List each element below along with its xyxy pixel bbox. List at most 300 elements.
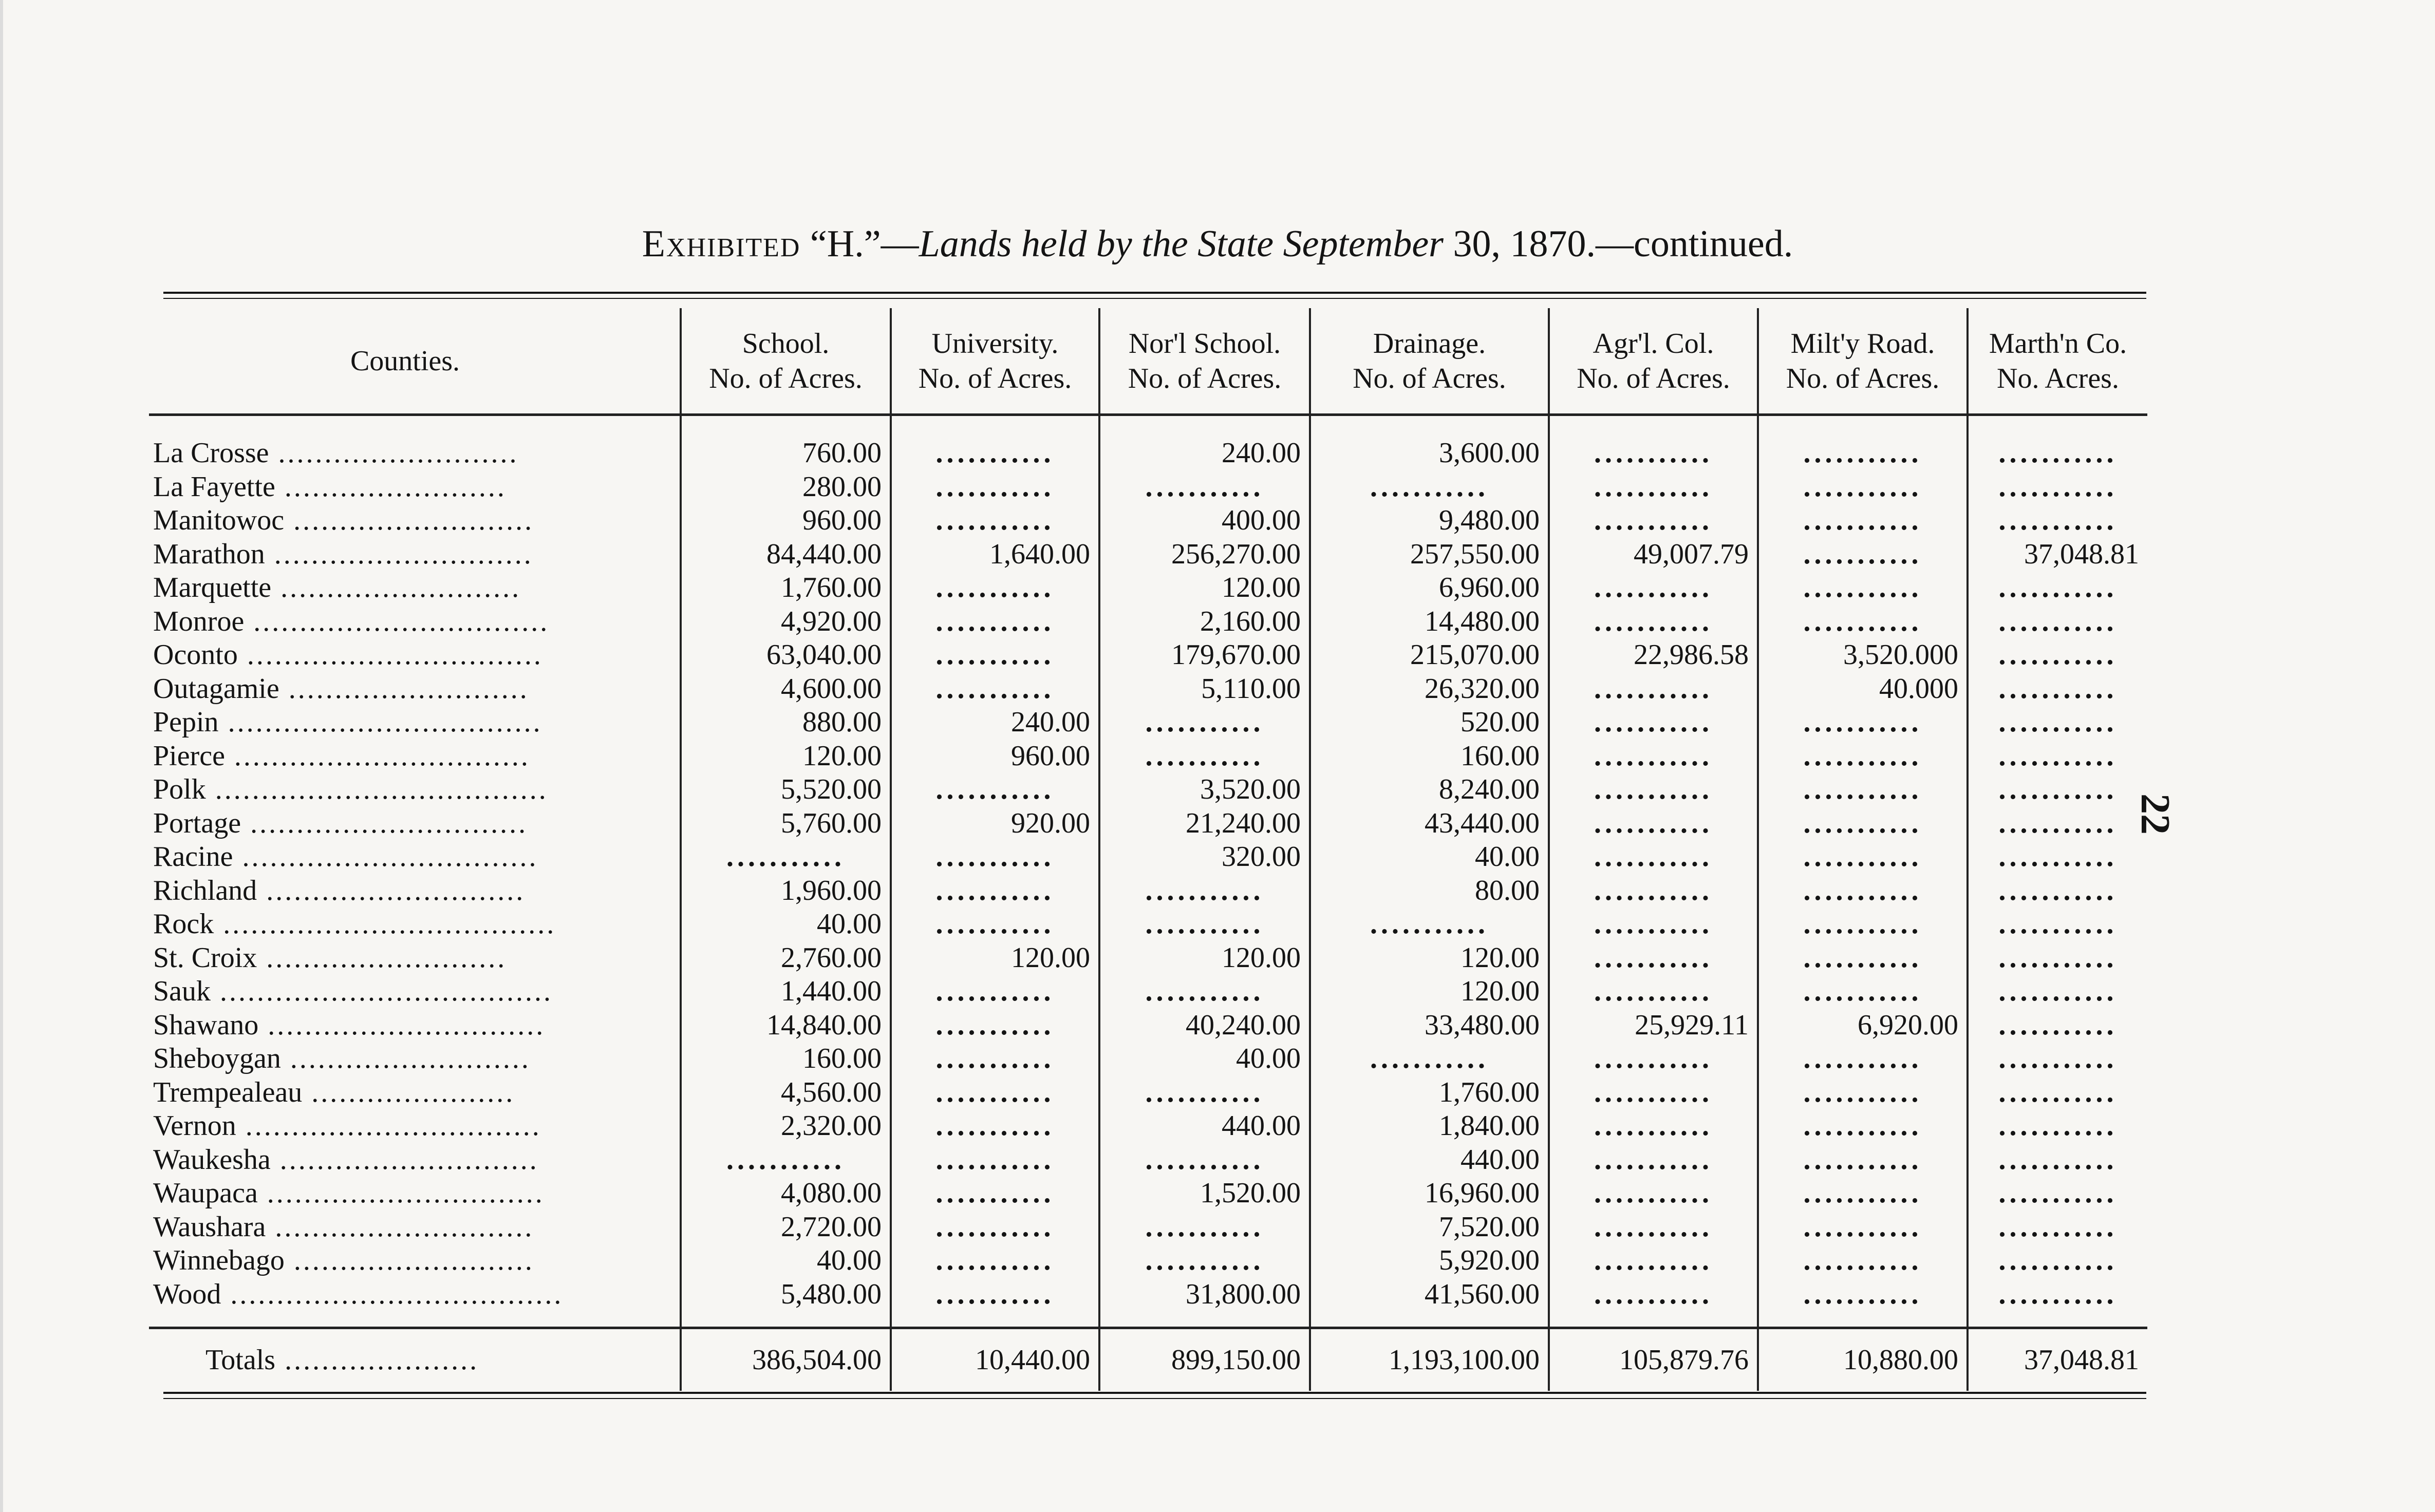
county-cell <box>149 807 681 841</box>
totals-row <box>149 1328 2147 1391</box>
header-normal-school-bottom: No. of Acres. <box>1128 362 1282 394</box>
leader-dots: .................................... <box>221 1278 564 1310</box>
empty-dots-cell: ........... <box>891 672 1099 706</box>
total-drainage: 1,193,100.00 <box>1310 1328 1549 1391</box>
cell-school: 1,960.00 <box>681 874 891 908</box>
table-row <box>149 807 2147 841</box>
empty-dots-cell: ........... <box>681 840 891 874</box>
county-name: Waukesha <box>153 1143 271 1176</box>
totals-label: Totals <box>205 1344 276 1376</box>
empty-dots-cell: ........... <box>1549 840 1758 874</box>
header-military-road-bottom: No. of Acres. <box>1786 362 1940 394</box>
empty-dots-cell: ........... <box>891 1244 1099 1278</box>
cell-normal-school: 1,520.00 <box>1099 1177 1310 1211</box>
empty-dots-cell: ........... <box>1758 941 1968 975</box>
empty-dots-cell: ........... <box>1968 908 2147 941</box>
empty-dots-cell: ........... <box>1758 740 1968 773</box>
leader-dots: ............................ <box>257 874 526 906</box>
table-row <box>149 773 2147 807</box>
empty-dots-cell: ........... <box>1968 706 2147 740</box>
cell-school: 63,040.00 <box>681 638 891 672</box>
empty-dots-cell: ........... <box>1549 773 1758 807</box>
county-name: St. Croix <box>153 941 257 974</box>
table-row <box>149 706 2147 740</box>
county-cell <box>149 1278 681 1328</box>
total-school: 386,504.00 <box>681 1328 891 1391</box>
header-agricultural-college <box>1549 308 1758 415</box>
cell-school: 960.00 <box>681 504 891 538</box>
leader-dots: .......................... <box>279 672 529 705</box>
county-name: Richland <box>153 874 257 906</box>
cell-normal-school: 179,670.00 <box>1099 638 1310 672</box>
cell-normal-school: 400.00 <box>1099 504 1310 538</box>
cell-military-road: 3,520.000 <box>1758 638 1968 672</box>
header-row <box>149 308 2147 415</box>
leader-dots: .......................... <box>271 572 521 603</box>
empty-dots-cell: ........... <box>1549 415 1758 470</box>
empty-dots-cell: ........... <box>1968 1076 2147 1110</box>
empty-dots-cell: ........... <box>1968 470 2147 504</box>
county-cell <box>149 1143 681 1177</box>
empty-dots-cell: ........... <box>1968 773 2147 807</box>
empty-dots-cell: ........... <box>1758 1109 1968 1143</box>
cell-normal-school: 320.00 <box>1099 840 1310 874</box>
empty-dots-cell: ........... <box>1758 807 1968 841</box>
cell-drainage: 8,240.00 <box>1310 773 1549 807</box>
county-cell <box>149 638 681 672</box>
cell-normal-school: 240.00 <box>1099 415 1310 470</box>
cell-school: 4,080.00 <box>681 1177 891 1211</box>
empty-dots-cell: ........... <box>1310 1042 1549 1076</box>
empty-dots-cell: ........... <box>1310 470 1549 504</box>
table-row <box>149 504 2147 538</box>
cell-drainage: 9,480.00 <box>1310 504 1549 538</box>
empty-dots-cell: ........... <box>1549 1177 1758 1211</box>
cell-normal-school: 256,270.00 <box>1099 538 1310 572</box>
header-university-top: University. <box>931 327 1059 360</box>
table-row <box>149 1076 2147 1110</box>
leader-dots: ...................... <box>302 1076 515 1108</box>
empty-dots-cell: ........... <box>1549 1109 1758 1143</box>
county-name: Pierce <box>153 740 225 772</box>
empty-dots-cell: ........... <box>1099 470 1310 504</box>
cell-drainage: 1,840.00 <box>1310 1109 1549 1143</box>
county-cell <box>149 840 681 874</box>
page-title <box>0 218 2435 270</box>
cell-normal-school: 40,240.00 <box>1099 1009 1310 1043</box>
empty-dots-cell: ........... <box>891 908 1099 941</box>
cell-drainage: 26,320.00 <box>1310 672 1549 706</box>
empty-dots-cell: ........... <box>1968 504 2147 538</box>
cell-drainage: 257,550.00 <box>1310 538 1549 572</box>
empty-dots-cell: ........... <box>1968 1109 2147 1143</box>
header-normal-school-top: Nor'l School. <box>1128 327 1281 360</box>
table-row <box>149 470 2147 504</box>
table-row <box>149 1109 2147 1143</box>
title-date: 30, 1870. <box>1453 223 1596 265</box>
table-row <box>149 571 2147 605</box>
cell-normal-school: 3,520.00 <box>1099 773 1310 807</box>
leader-dots: ............................ <box>270 1143 539 1176</box>
lands-table-wrap <box>149 308 2147 1391</box>
empty-dots-cell: ........... <box>1099 1076 1310 1110</box>
empty-dots-cell: ........... <box>1758 975 1968 1009</box>
cell-drainage: 43,440.00 <box>1310 807 1549 841</box>
county-cell <box>149 415 681 470</box>
total-normal-school: 899,150.00 <box>1099 1328 1310 1391</box>
cell-school: 760.00 <box>681 415 891 470</box>
bottom-rule-thin <box>163 1398 2146 1399</box>
leader-dots: ............................ <box>265 538 533 570</box>
county-cell <box>149 1109 681 1143</box>
leader-dots: .................................. <box>218 706 542 738</box>
leader-dots: ................................ <box>224 740 530 772</box>
empty-dots-cell: ........... <box>1758 773 1968 807</box>
cell-drainage: 33,480.00 <box>1310 1009 1549 1043</box>
county-name: Marathon <box>153 538 265 570</box>
empty-dots-cell: ........... <box>1968 975 2147 1009</box>
cell-drainage: 40.00 <box>1310 840 1549 874</box>
empty-dots-cell: ........... <box>1549 1143 1758 1177</box>
empty-dots-cell: ........... <box>1968 1278 2147 1328</box>
cell-school: 5,480.00 <box>681 1278 891 1328</box>
header-drainage-bottom: No. of Acres. <box>1353 362 1506 394</box>
empty-dots-cell: ........... <box>1099 1244 1310 1278</box>
empty-dots-cell: ........... <box>1549 874 1758 908</box>
cell-drainage: 1,760.00 <box>1310 1076 1549 1110</box>
empty-dots-cell: ........... <box>1968 415 2147 470</box>
cell-school: 14,840.00 <box>681 1009 891 1043</box>
cell-agricultural-college: 49,007.79 <box>1549 538 1758 572</box>
empty-dots-cell: ........... <box>1968 1009 2147 1043</box>
empty-dots-cell: ........... <box>1968 740 2147 773</box>
county-cell <box>149 1076 681 1110</box>
empty-dots-cell: ........... <box>1758 706 1968 740</box>
county-cell <box>149 773 681 807</box>
header-university <box>891 308 1099 415</box>
total-military-road: 10,880.00 <box>1758 1328 1968 1391</box>
county-cell <box>149 1211 681 1244</box>
cell-university: 920.00 <box>891 807 1099 841</box>
cell-school: 160.00 <box>681 1042 891 1076</box>
cell-military-road: 6,920.00 <box>1758 1009 1968 1043</box>
cell-normal-school: 40.00 <box>1099 1042 1310 1076</box>
leader-dots: ................................ <box>237 639 543 671</box>
empty-dots-cell: ........... <box>1758 415 1968 470</box>
county-name: Sheboygan <box>153 1043 281 1074</box>
county-name: Portage <box>153 807 241 839</box>
cell-school: 4,560.00 <box>681 1076 891 1110</box>
cell-drainage: 6,960.00 <box>1310 571 1549 605</box>
county-cell <box>149 941 681 975</box>
cell-school: 2,320.00 <box>681 1109 891 1143</box>
header-drainage <box>1310 308 1549 415</box>
empty-dots-cell: ........... <box>1758 1244 1968 1278</box>
cell-school: 40.00 <box>681 1244 891 1278</box>
cell-drainage: 80.00 <box>1310 874 1549 908</box>
cell-normal-school: 5,110.00 <box>1099 672 1310 706</box>
cell-normal-school: 440.00 <box>1099 1109 1310 1143</box>
leader-dots: .......................... <box>269 437 519 469</box>
title-letter: “H.” <box>810 223 881 265</box>
empty-dots-cell: ........... <box>1099 874 1310 908</box>
empty-dots-cell: ........... <box>891 1009 1099 1043</box>
header-drainage-top: Drainage. <box>1373 327 1486 360</box>
cell-normal-school: 31,800.00 <box>1099 1278 1310 1328</box>
header-university-bottom: No. of Acres. <box>918 362 1072 394</box>
cell-school: 1,760.00 <box>681 571 891 605</box>
cell-school: 4,600.00 <box>681 672 891 706</box>
leader-dots: .............................. <box>258 1009 546 1041</box>
empty-dots-cell: ........... <box>1758 605 1968 639</box>
empty-dots-cell: ........... <box>891 1211 1099 1244</box>
empty-dots-cell: ........... <box>1968 874 2147 908</box>
empty-dots-cell: ........... <box>1549 807 1758 841</box>
cell-drainage: 41,560.00 <box>1310 1278 1549 1328</box>
table-row <box>149 538 2147 572</box>
header-school <box>681 308 891 415</box>
empty-dots-cell: ........... <box>1968 807 2147 841</box>
leader-dots: ................................ <box>236 1110 541 1142</box>
county-name: Waushara <box>153 1211 266 1243</box>
county-cell <box>149 1009 681 1043</box>
total-agricultural-college: 105,879.76 <box>1549 1328 1758 1391</box>
empty-dots-cell: ........... <box>1099 1143 1310 1177</box>
leader-dots: ................................ <box>244 605 550 637</box>
county-name: Waupaca <box>153 1177 258 1209</box>
table-row <box>149 1009 2147 1043</box>
empty-dots-cell: ........... <box>891 1042 1099 1076</box>
county-name: Wood <box>153 1278 221 1310</box>
empty-dots-cell: ........... <box>1758 1177 1968 1211</box>
table-row <box>149 1244 2147 1278</box>
empty-dots-cell: ........... <box>1968 638 2147 672</box>
table-row <box>149 1042 2147 1076</box>
county-name: La Crosse <box>153 437 269 469</box>
cell-school: 2,760.00 <box>681 941 891 975</box>
empty-dots-cell: ........... <box>1758 470 1968 504</box>
county-name: Pepin <box>153 706 219 738</box>
header-agricultural-college-top: Agr'l. Col. <box>1593 327 1714 360</box>
county-name: Winnebago <box>153 1244 285 1276</box>
county-name: Vernon <box>153 1110 236 1142</box>
table-row <box>149 638 2147 672</box>
cell-school: 84,440.00 <box>681 538 891 572</box>
empty-dots-cell: ........... <box>1549 706 1758 740</box>
empty-dots-cell: ........... <box>891 605 1099 639</box>
cell-school: 880.00 <box>681 706 891 740</box>
empty-dots-cell: ........... <box>1968 605 2147 639</box>
empty-dots-cell: ........... <box>1549 941 1758 975</box>
empty-dots-cell: ........... <box>1549 1211 1758 1244</box>
empty-dots-cell: ........... <box>1968 672 2147 706</box>
county-cell <box>149 504 681 538</box>
empty-dots-cell: ........... <box>1549 1042 1758 1076</box>
cell-school: 2,720.00 <box>681 1211 891 1244</box>
top-rule-thin <box>163 298 2146 299</box>
table-row <box>149 672 2147 706</box>
empty-dots-cell: ........... <box>1758 908 1968 941</box>
page-number: 22 <box>2132 793 2178 835</box>
table-row <box>149 874 2147 908</box>
cell-school: 5,760.00 <box>681 807 891 841</box>
cell-military-road: 40.000 <box>1758 672 1968 706</box>
empty-dots-cell: ........... <box>1549 504 1758 538</box>
cell-school: 40.00 <box>681 908 891 941</box>
table-row <box>149 415 2147 470</box>
total-marathon-co: 37,048.81 <box>1968 1328 2147 1391</box>
empty-dots-cell: ........... <box>891 1076 1099 1110</box>
total-university: 10,440.00 <box>891 1328 1099 1391</box>
county-cell <box>149 975 681 1009</box>
leader-dots: .................................... <box>211 975 553 1007</box>
title-continued: —continued. <box>1595 223 1793 265</box>
empty-dots-cell: ........... <box>1549 740 1758 773</box>
county-name: Rock <box>153 908 214 940</box>
cell-school: 5,520.00 <box>681 773 891 807</box>
cell-school: 4,920.00 <box>681 605 891 639</box>
cell-drainage: 5,920.00 <box>1310 1244 1549 1278</box>
header-military-road-top: Milt'y Road. <box>1790 327 1935 360</box>
empty-dots-cell: ........... <box>891 470 1099 504</box>
empty-dots-cell: ........... <box>1758 504 1968 538</box>
county-cell <box>149 605 681 639</box>
county-name: La Fayette <box>153 470 275 503</box>
header-marathon-co <box>1968 308 2147 415</box>
empty-dots-cell: ........... <box>1968 1211 2147 1244</box>
county-cell <box>149 571 681 605</box>
leader-dots: .................................... <box>214 908 556 940</box>
empty-dots-cell: ........... <box>1758 538 1968 572</box>
county-cell <box>149 1244 681 1278</box>
empty-dots-cell: ........... <box>891 874 1099 908</box>
cell-drainage: 120.00 <box>1310 941 1549 975</box>
leader-dots: .............................. <box>257 1177 545 1209</box>
leader-dots: .................................... <box>205 773 548 805</box>
empty-dots-cell: ........... <box>1549 1278 1758 1328</box>
county-cell <box>149 470 681 504</box>
empty-dots-cell: ........... <box>891 1278 1099 1328</box>
top-rule <box>163 292 2146 294</box>
table-row <box>149 1177 2147 1211</box>
cell-drainage: 7,520.00 <box>1310 1211 1549 1244</box>
cell-university: 240.00 <box>891 706 1099 740</box>
empty-dots-cell: ........... <box>1099 1211 1310 1244</box>
table-row <box>149 908 2147 941</box>
cell-marathon-co: 37,048.81 <box>1968 538 2147 572</box>
empty-dots-cell: ........... <box>1968 571 2147 605</box>
empty-dots-cell: ........... <box>1758 1278 1968 1328</box>
empty-dots-cell: ........... <box>1549 470 1758 504</box>
empty-dots-cell: ........... <box>1968 1244 2147 1278</box>
cell-drainage: 160.00 <box>1310 740 1549 773</box>
cell-school: 1,440.00 <box>681 975 891 1009</box>
table-row <box>149 740 2147 773</box>
cell-drainage: 3,600.00 <box>1310 415 1549 470</box>
empty-dots-cell: ........... <box>1968 1143 2147 1177</box>
empty-dots-cell: ........... <box>1968 840 2147 874</box>
empty-dots-cell: ........... <box>1099 706 1310 740</box>
empty-dots-cell: ........... <box>1549 975 1758 1009</box>
title-italic: Lands held by the State September <box>919 223 1444 265</box>
county-cell <box>149 908 681 941</box>
empty-dots-cell: ........... <box>1549 571 1758 605</box>
leader-dots: ........................ <box>275 470 507 503</box>
header-marathon-co-bottom: No. Acres. <box>1997 362 2119 394</box>
header-school-top: School. <box>742 327 830 360</box>
empty-dots-cell: ........... <box>1758 571 1968 605</box>
empty-dots-cell: ........... <box>1758 874 1968 908</box>
empty-dots-cell: ........... <box>891 504 1099 538</box>
empty-dots-cell: ........... <box>1310 908 1549 941</box>
title-dash: — <box>881 223 919 265</box>
empty-dots-cell: ........... <box>891 415 1099 470</box>
leader-dots: .............................. <box>241 807 528 839</box>
table-body <box>149 415 2147 1328</box>
table-row <box>149 840 2147 874</box>
header-marathon-co-top: Marth'n Co. <box>1989 327 2127 360</box>
empty-dots-cell: ........... <box>1549 605 1758 639</box>
empty-dots-cell: ........... <box>891 1109 1099 1143</box>
leader-dots: ............................ <box>266 1211 534 1243</box>
empty-dots-cell: ........... <box>891 638 1099 672</box>
cell-school: 120.00 <box>681 740 891 773</box>
title-exhibit: Exhibited <box>642 223 801 265</box>
cell-drainage: 16,960.00 <box>1310 1177 1549 1211</box>
cell-drainage: 440.00 <box>1310 1143 1549 1177</box>
county-cell <box>149 874 681 908</box>
cell-normal-school: 120.00 <box>1099 941 1310 975</box>
totals-label-cell <box>149 1328 681 1391</box>
empty-dots-cell: ........... <box>891 1143 1099 1177</box>
county-cell <box>149 1177 681 1211</box>
cell-normal-school: 120.00 <box>1099 571 1310 605</box>
county-name: Outagamie <box>153 672 279 705</box>
cell-drainage: 215,070.00 <box>1310 638 1549 672</box>
empty-dots-cell: ........... <box>1968 941 2147 975</box>
empty-dots-cell: ........... <box>1758 840 1968 874</box>
county-name: Monroe <box>153 605 245 637</box>
empty-dots-cell: ........... <box>1968 1177 2147 1211</box>
table-row <box>149 605 2147 639</box>
empty-dots-cell: ........... <box>1758 1042 1968 1076</box>
empty-dots-cell: ........... <box>1549 908 1758 941</box>
county-name: Polk <box>153 773 206 805</box>
empty-dots-cell: ........... <box>891 571 1099 605</box>
empty-dots-cell: ........... <box>891 975 1099 1009</box>
leader-dots: .......................... <box>284 1244 534 1276</box>
county-cell <box>149 740 681 773</box>
table-row <box>149 941 2147 975</box>
cell-drainage: 120.00 <box>1310 975 1549 1009</box>
empty-dots-cell: ........... <box>1099 908 1310 941</box>
leader-dots: ................................ <box>233 841 538 873</box>
empty-dots-cell: ........... <box>1758 1211 1968 1244</box>
leader-dots: ..................... <box>275 1344 479 1376</box>
cell-university: 960.00 <box>891 740 1099 773</box>
table-row <box>149 1143 2147 1177</box>
empty-dots-cell: ........... <box>1099 975 1310 1009</box>
cell-agricultural-college: 25,929.11 <box>1549 1009 1758 1043</box>
county-name: Marquette <box>153 572 272 603</box>
leader-dots: .......................... <box>280 1043 531 1074</box>
county-name: Manitowoc <box>153 504 285 536</box>
cell-agricultural-college: 22,986.58 <box>1549 638 1758 672</box>
empty-dots-cell: ........... <box>1549 1244 1758 1278</box>
header-agricultural-college-bottom: No. of Acres. <box>1577 362 1730 394</box>
cell-normal-school: 21,240.00 <box>1099 807 1310 841</box>
cell-drainage: 520.00 <box>1310 706 1549 740</box>
